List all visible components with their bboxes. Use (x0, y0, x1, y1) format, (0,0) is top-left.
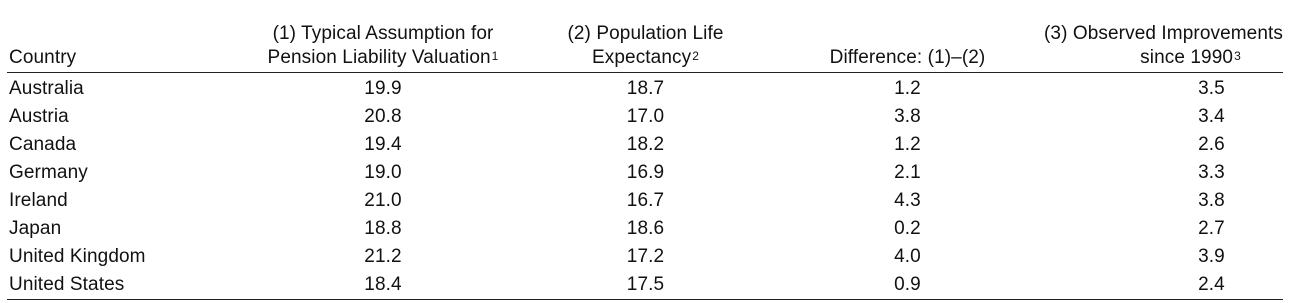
header-population-line2 (514, 46, 777, 70)
header-observed-improvements (1038, 6, 1283, 72)
table-body (7, 72, 1283, 299)
header-typical-assumption-line2 (252, 46, 514, 70)
header-country-label: Country (9, 46, 77, 68)
cell-population-life-expectancy: 17.5 (514, 271, 777, 300)
cell-difference: 2.1 (894, 161, 921, 183)
cell-observed-improvements: 3.9 (1198, 245, 1225, 267)
cell-typical-assumption: 21.0 (364, 189, 402, 211)
header-population-line2-text: Expectancy (591, 46, 692, 68)
header-population-life-expectancy (514, 6, 777, 72)
cell-typical-assumption: 19.0 (364, 161, 402, 183)
cell-country: Austria (9, 105, 69, 127)
header-row (7, 6, 1283, 72)
cell-country: Germany (9, 161, 88, 183)
table-row (7, 187, 1283, 215)
cell-observed-improvements: 3.8 (1198, 189, 1225, 211)
cell-population-life-expectancy: 17.0 (626, 105, 665, 127)
cell-observed-improvements: 3.4 (1198, 105, 1225, 127)
cell-population-life-expectancy: 18.2 (626, 133, 665, 155)
header-typical-assumption (252, 6, 514, 72)
cell-country: United States (7, 271, 252, 300)
cell-typical-assumption: 18.8 (364, 217, 402, 239)
cell-population-life-expectancy: 16.9 (626, 161, 665, 183)
header-population-line1: (2) Population Life (567, 22, 724, 44)
cell-population-life-expectancy: 18.7 (626, 77, 665, 99)
table-row (7, 103, 1283, 131)
header-difference (777, 6, 1038, 72)
cell-observed-improvements: 2.4 (1038, 271, 1283, 300)
cell-country: Canada (9, 133, 77, 155)
header-country (7, 6, 252, 72)
cell-typical-assumption: 20.8 (364, 105, 402, 127)
cell-typical-assumption: 21.2 (364, 245, 402, 267)
cell-observed-improvements: 3.5 (1198, 77, 1225, 99)
cell-typical-assumption: 19.9 (364, 77, 402, 99)
cell-country: Australia (9, 77, 84, 99)
table-header (7, 6, 1283, 72)
cell-difference: 4.0 (894, 245, 921, 267)
table-row (7, 215, 1283, 243)
header-improvements-line2 (1038, 46, 1283, 70)
footnote-marker-2: 2 (692, 48, 699, 63)
cell-country: Japan (9, 217, 62, 239)
footnote-marker-3: 3 (1234, 48, 1241, 63)
header-difference-label: Difference: (1)–(2) (829, 46, 986, 68)
header-typical-assumption-line2-text: Pension Liability Valuation (267, 46, 491, 68)
cell-observed-improvements: 3.3 (1198, 161, 1225, 183)
footnote-marker-1: 1 (491, 48, 499, 63)
cell-difference: 0.2 (894, 217, 921, 239)
cell-difference: 0.9 (777, 271, 1038, 300)
cell-observed-improvements: 2.7 (1198, 217, 1225, 239)
life-expectancy-table-container (7, 0, 1283, 300)
cell-difference: 4.3 (894, 189, 921, 211)
table-row (7, 131, 1283, 159)
header-improvements-line1: (3) Observed Improvements (1043, 22, 1283, 44)
cell-population-life-expectancy: 18.6 (626, 217, 665, 239)
cell-difference: 1.2 (894, 133, 921, 155)
cell-difference: 3.8 (894, 105, 921, 127)
cell-typical-assumption: 19.4 (364, 133, 402, 155)
table-row (7, 72, 1283, 103)
cell-observed-improvements: 2.6 (1198, 133, 1225, 155)
life-expectancy-table (7, 6, 1283, 300)
cell-country: United Kingdom (9, 245, 146, 267)
table-row (7, 243, 1283, 271)
header-improvements-line2-text: since 1990 (1140, 46, 1234, 68)
table-row (7, 271, 1283, 300)
cell-country: Ireland (9, 189, 68, 211)
table-row (7, 159, 1283, 187)
cell-typical-assumption: 18.4 (252, 271, 514, 300)
cell-difference: 1.2 (894, 77, 921, 99)
header-typical-assumption-line1: (1) Typical Assumption for (272, 22, 494, 44)
cell-population-life-expectancy: 16.7 (626, 189, 665, 211)
cell-population-life-expectancy: 17.2 (626, 245, 665, 267)
